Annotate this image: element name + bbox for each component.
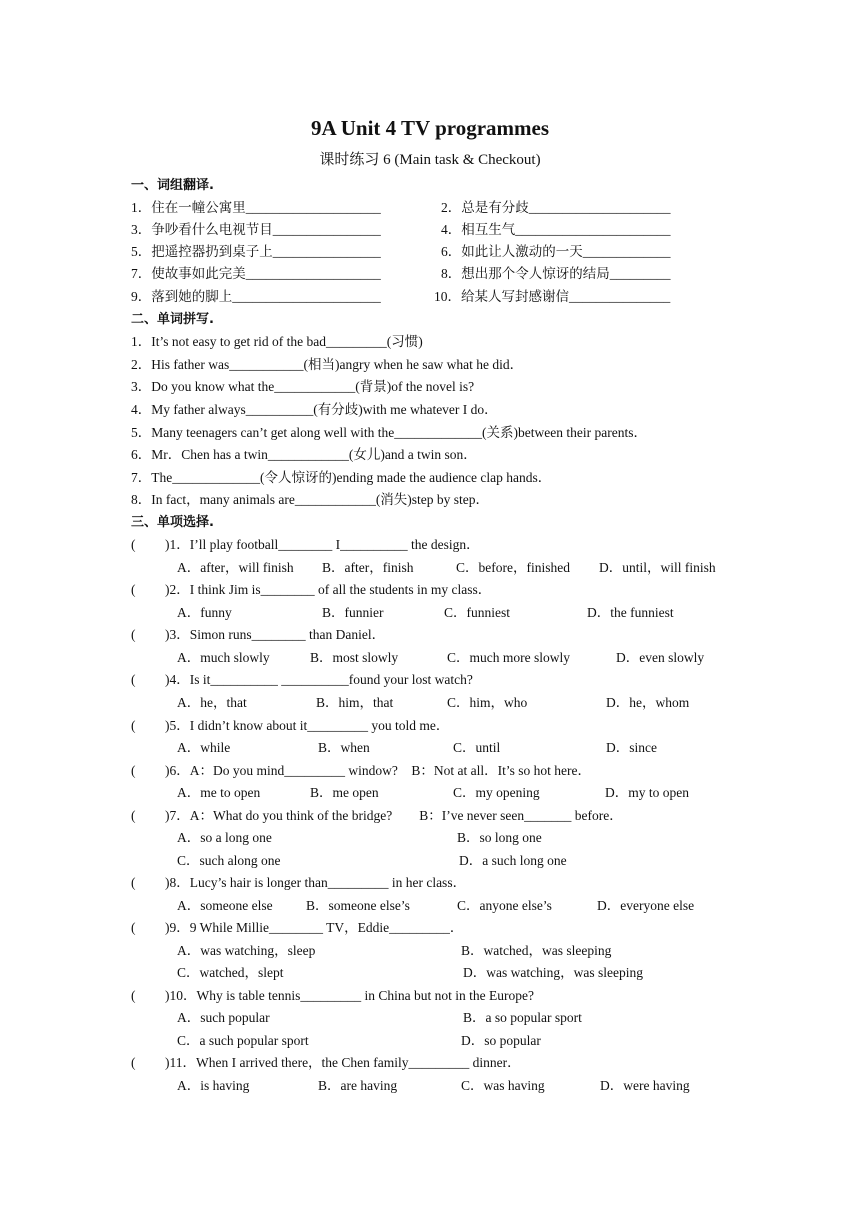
page-title: 9A Unit 4 TV programmes	[310, 116, 549, 140]
spelling-item: 4．My father always__________(有分歧)with me whatever I do．	[131, 402, 498, 417]
section-heading: 二、单词拼写.	[131, 312, 214, 327]
spelling-item: 7．The_____________(令人惊讶的)ending made the audience clap hands．	[131, 470, 552, 485]
option: A．such popular	[177, 1010, 270, 1025]
spelling-item: 2．His father was___________(相当)angry when he saw what he did．	[131, 357, 524, 372]
option: C．much more slowly	[447, 650, 570, 665]
spelling-item: 5．Many teenagers can’t get along well with the_____________(关系)between their parents．	[131, 425, 647, 440]
option: D．he，whom	[606, 695, 690, 710]
question-text: )11．When I arrived there，the Chen family_________ dinner．	[165, 1055, 521, 1070]
section-heading: 三、单项选择.	[131, 515, 214, 530]
answer-bracket: (	[131, 718, 136, 733]
option: D．a such long one	[459, 853, 567, 868]
phrase-item: 10．给某人写封感谢信_______________	[434, 289, 671, 304]
option: B．funnier	[322, 605, 384, 620]
option: A．was watching，sleep	[177, 943, 316, 958]
option: B．someone else’s	[306, 898, 410, 913]
question-text: )4．Is it__________ __________found your lost watch?	[165, 672, 473, 687]
question-text: )9．9 While Millie________ TV，Eddie_________．	[165, 920, 464, 935]
option: A．he，that	[177, 695, 247, 710]
option: C．watched，slept	[177, 965, 284, 980]
question-text: )2．I think Jim is________ of all the students in my class．	[165, 582, 492, 597]
option: A．me to open	[177, 785, 261, 800]
answer-bracket: (	[131, 763, 136, 778]
option: A．someone else	[177, 898, 273, 913]
option: B．most slowly	[310, 650, 399, 665]
option: D．everyone else	[597, 898, 695, 913]
option: A．much slowly	[177, 650, 270, 665]
option: C．until	[453, 740, 501, 755]
answer-bracket: (	[131, 988, 136, 1003]
phrase-item: 4．相互生气_______________________	[441, 222, 671, 237]
phrase-item: 7．使故事如此完美____________________	[131, 266, 381, 281]
phrase-item: 3．争吵看什么电视节目________________	[131, 222, 381, 237]
spelling-item: 1．It’s not easy to get rid of the bad_________(习惯)	[131, 334, 423, 349]
phrase-item: 6．如此让人激动的一天_____________	[441, 244, 671, 259]
option: C．him，who	[447, 695, 528, 710]
option: D．my to open	[605, 785, 689, 800]
section-heading: 一、词组翻译.	[131, 178, 214, 193]
answer-bracket: (	[131, 875, 136, 890]
option: B．so long one	[457, 830, 542, 845]
question-text: )6．A：Do you mind_________ window? B：Not at all．It’s so hot here．	[165, 763, 591, 778]
option: D．were having	[600, 1078, 690, 1093]
option: C．such along one	[177, 853, 281, 868]
option: B．me open	[310, 785, 379, 800]
question-text: )8．Lucy’s hair is longer than_________ in her class．	[165, 875, 467, 890]
option: A．is having	[177, 1078, 250, 1093]
option: C．funniest	[444, 605, 510, 620]
option: D．since	[606, 740, 657, 755]
spelling-item: 3．Do you know what the____________(背景)of the novel is?	[131, 379, 475, 394]
phrase-item: 8．想出那个令人惊讶的结局_________	[441, 266, 671, 281]
option: D．even slowly	[616, 650, 705, 665]
phrase-item: 2．总是有分歧_____________________	[441, 200, 671, 215]
answer-bracket: (	[131, 920, 136, 935]
option: B．when	[318, 740, 370, 755]
option: C．my opening	[453, 785, 540, 800]
option: C．was having	[461, 1078, 545, 1093]
option: B．watched，was sleeping	[461, 943, 612, 958]
option: A．while	[177, 740, 231, 755]
option: D．so popular	[461, 1033, 541, 1048]
spelling-item: 8．In fact，many animals are____________(消失)step by step．	[131, 492, 490, 507]
option: C．a such popular sport	[177, 1033, 309, 1048]
spelling-item: 6．Mr．Chen has a twin____________(女儿)and a twin son．	[131, 447, 477, 462]
answer-bracket: (	[131, 1055, 136, 1070]
option: D．the funniest	[587, 605, 674, 620]
phrase-item: 9．落到她的脚上______________________	[131, 289, 381, 304]
page-subtitle: 课时练习 6 (Main task & Checkout)	[319, 152, 541, 168]
option: A．funny	[177, 605, 232, 620]
answer-bracket: (	[131, 537, 136, 552]
option: C．before，finished	[456, 560, 570, 575]
question-text: )5．I didn’t know about it_________ you told me．	[165, 718, 450, 733]
option: D．was watching，was sleeping	[463, 965, 643, 980]
phrase-item: 1．住在一幢公寓里____________________	[131, 200, 381, 215]
question-text: )10．Why is table tennis_________ in China but not in the Europe?	[165, 988, 534, 1003]
option: C．anyone else’s	[457, 898, 552, 913]
option: B．him，that	[316, 695, 394, 710]
phrase-item: 5．把遥控器扔到桌子上________________	[131, 244, 381, 259]
answer-bracket: (	[131, 672, 136, 687]
option: B．a so popular sport	[463, 1010, 582, 1025]
answer-bracket: (	[131, 627, 136, 642]
question-text: )3．Simon runs________ than Daniel．	[165, 627, 386, 642]
question-text: )1．I’ll play football________ I__________ the design．	[165, 537, 480, 552]
option: A．after，will finish	[177, 560, 294, 575]
option: A．so a long one	[177, 830, 272, 845]
question-text: )7．A：What do you think of the bridge? B：I’ve never seen_______ before．	[165, 808, 623, 823]
option: B．are having	[318, 1078, 398, 1093]
option: B．after，finish	[322, 560, 414, 575]
option: D．until，will finish	[599, 560, 716, 575]
answer-bracket: (	[131, 808, 136, 823]
answer-bracket: (	[131, 582, 136, 597]
